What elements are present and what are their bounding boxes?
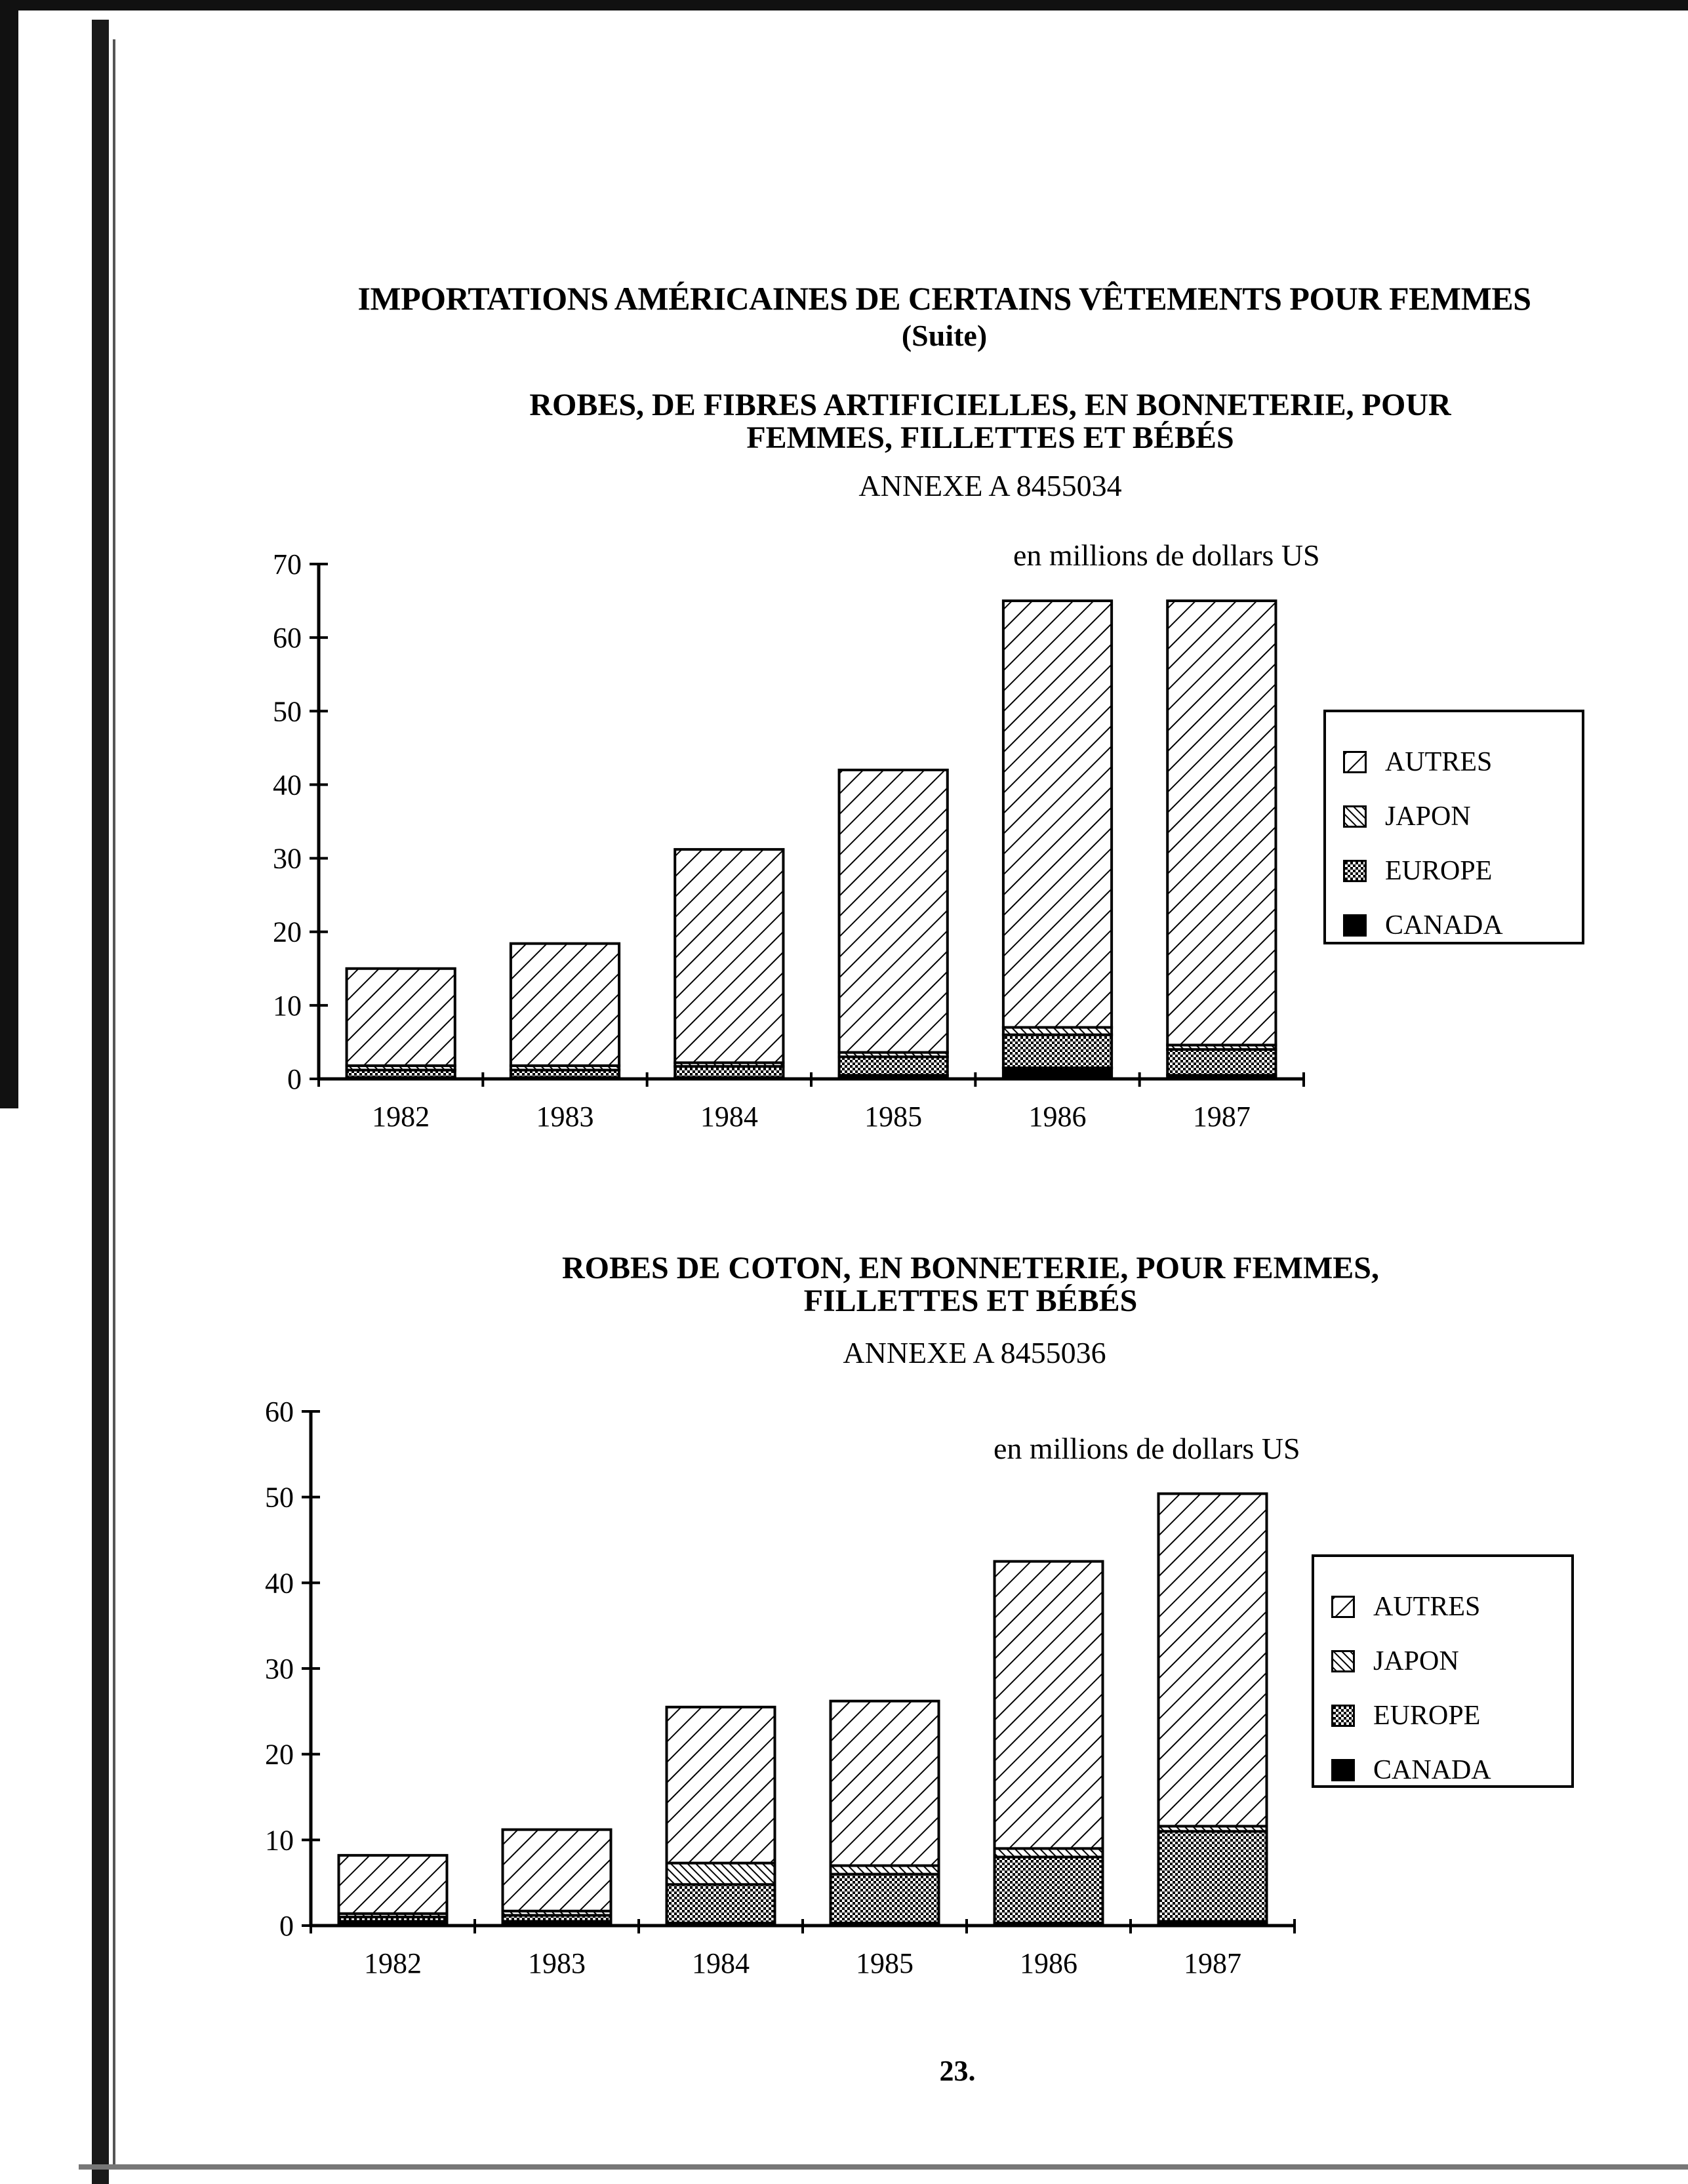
chart1-y-tick-label: 40 bbox=[273, 769, 302, 801]
chart1-x-tick-label: 1987 bbox=[1192, 1101, 1251, 1133]
chart1-y-tick-label: 70 bbox=[273, 548, 302, 580]
chart1-x-tick-label: 1983 bbox=[536, 1101, 594, 1133]
chart2-x-tick-label: 1986 bbox=[1020, 1947, 1077, 1979]
chart1-x-tick-label: 1986 bbox=[1028, 1101, 1087, 1133]
chart2-legend-item-europe bbox=[1331, 1701, 1480, 1730]
chart2-bar-autres-1982 bbox=[339, 1855, 447, 1914]
chart2-x-tick-label: 1983 bbox=[528, 1947, 586, 1979]
legend-swatch-japon bbox=[1331, 1650, 1355, 1672]
chart2-x-tick-label: 1982 bbox=[364, 1947, 422, 1979]
chart2-unit-label: en millions de dollars US bbox=[994, 1432, 1300, 1465]
chart2-bar-europe-1987 bbox=[1159, 1831, 1267, 1921]
chart2-bar-europe-1985 bbox=[831, 1874, 939, 1923]
legend-label-canada: CANADA bbox=[1373, 1755, 1491, 1785]
chart2-y-tick-label: 40 bbox=[265, 1567, 294, 1600]
chart1-x-tick-label: 1984 bbox=[700, 1101, 758, 1133]
chart1-title-line2: FEMMES, FILLETTES ET BÉBÉS bbox=[746, 420, 1234, 455]
chart1-x-tick-label: 1985 bbox=[864, 1101, 923, 1133]
chart2-title-line2: FILLETTES ET BÉBÉS bbox=[803, 1284, 1138, 1318]
chart2-y-tick-label: 20 bbox=[265, 1738, 294, 1771]
chart1-y-tick-label: 10 bbox=[273, 989, 302, 1022]
legend-label-europe: EUROPE bbox=[1385, 856, 1493, 886]
chart2-x-tick-label: 1987 bbox=[1184, 1947, 1241, 1979]
page-subtitle: (Suite) bbox=[901, 319, 988, 352]
chart2-bar-autres-1986 bbox=[995, 1562, 1103, 1849]
legend-label-europe: EUROPE bbox=[1373, 1701, 1481, 1731]
chart2-bar-europe-1984 bbox=[667, 1884, 775, 1923]
chart2-bar-japon-1984 bbox=[667, 1863, 775, 1885]
legend-swatch-autres bbox=[1331, 1596, 1355, 1618]
legend-label-autres: AUTRES bbox=[1373, 1592, 1481, 1622]
chart2-bar-autres-1983 bbox=[503, 1830, 611, 1911]
chart2-legend-item-canada bbox=[1331, 1756, 1491, 1785]
chart2-bar-autres-1985 bbox=[831, 1701, 939, 1866]
legend-label-canada: CANADA bbox=[1385, 910, 1503, 940]
page-number: 23. bbox=[939, 2055, 976, 2087]
chart1-y-tick-label: 50 bbox=[273, 695, 302, 728]
chart2-y-tick-label: 60 bbox=[265, 1396, 294, 1428]
chart2-bar-autres-1987 bbox=[1159, 1493, 1267, 1826]
legend-label-autres: AUTRES bbox=[1385, 747, 1493, 777]
chart1-y-tick-label: 30 bbox=[273, 842, 302, 875]
chart2-x-tick-label: 1984 bbox=[692, 1947, 750, 1979]
chart1-y-tick-label: 60 bbox=[273, 622, 302, 655]
legend-label-japon: JAPON bbox=[1373, 1646, 1459, 1676]
chart1-x-tick-label: 1982 bbox=[372, 1101, 430, 1133]
chart1-title-line1: ROBES, DE FIBRES ARTIFICIELLES, EN BONNETERIE, POUR bbox=[529, 388, 1451, 422]
chart2-y-tick-label: 30 bbox=[265, 1653, 294, 1685]
chart2-y-tick-label: 0 bbox=[279, 1910, 294, 1942]
chart2-legend-item-autres bbox=[1331, 1592, 1480, 1621]
chart2-annex: ANNEXE A 8455036 bbox=[843, 1336, 1106, 1369]
chart1-y-tick-label: 20 bbox=[273, 916, 302, 948]
legend-label-japon: JAPON bbox=[1385, 801, 1471, 832]
chart1-y-tick-label: 0 bbox=[287, 1063, 302, 1095]
chart1-unit-label: en millions de dollars US bbox=[1013, 538, 1320, 572]
chart2-x-tick-label: 1985 bbox=[856, 1947, 914, 1979]
chart2-y-tick-label: 10 bbox=[265, 1824, 294, 1857]
chart2-bar-autres-1984 bbox=[667, 1707, 775, 1863]
chart1-annex: ANNEXE A 8455034 bbox=[858, 469, 1122, 502]
chart2-title-line1: ROBES DE COTON, EN BONNETERIE, POUR FEMMES, bbox=[562, 1251, 1379, 1285]
chart2-legend-item-japon bbox=[1331, 1647, 1459, 1676]
legend-swatch-europe bbox=[1331, 1705, 1355, 1727]
page-title: IMPORTATIONS AMÉRICAINES DE CERTAINS VÊTEMENTS POUR FEMMES bbox=[357, 280, 1531, 317]
chart2-bar-europe-1986 bbox=[995, 1857, 1103, 1923]
chart2-y-tick-label: 50 bbox=[265, 1481, 294, 1514]
legend-swatch-canada bbox=[1331, 1759, 1355, 1781]
chart2-legend bbox=[1312, 1554, 1574, 1788]
